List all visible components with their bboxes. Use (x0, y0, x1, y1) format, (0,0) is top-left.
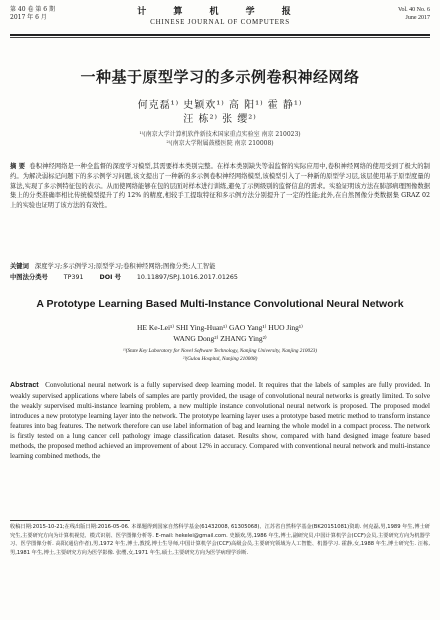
header-volume (398, 6, 430, 22)
author-line-en-1: HE Ke-Lei¹⁾ SHI Ying-Huan¹⁾ GAO Yang¹⁾ HUO Jing¹⁾ (136, 323, 304, 332)
journal-name-cn: 计 算 机 学 报 (137, 7, 303, 17)
header-rule-thin (10, 37, 430, 38)
author-list-cn (0, 99, 440, 127)
abstract-cn-label: 摘 要 (10, 163, 26, 170)
abstract-cn (10, 162, 430, 211)
doi-value: 10.11897/SP.J.1016.2017.01265 (136, 274, 238, 281)
affiliation-cn-2: ²⁾(南京大学附属鼓楼医院 南京 210008) (166, 140, 274, 147)
abstract-cn-text: 卷积神经网络是一种全监督的深度学习模型,其需要样本类别完整。在样本类别缺失等弱监督的实际应用中,卷积神经网络的使用受到了极大的制约。为解决弱标记问题下的多示例学习问题,该文提出了一种新的多示例卷积神经网络模型,该模型引入了一种新的原型学习层,该层使用基于原型度量的算法,实现了多示例特征包的表示。从而使网络能够在包的层面对样本进行训练,避免了示例级别的监督信息的需求。实验证明该方法在肺部病理图像数据集上的分类准确率相比传统模型提升了约 12% 的精度,相较手工提取特征和多示例方法分别提升了一定的性能;此外,在自然图像分类数据集 GRAZ 02 上的实验也证明了该方法的有效性。 (10, 163, 430, 210)
header-date-en: June 2017 (405, 15, 430, 21)
affiliations-en (0, 347, 440, 363)
author-line-en-2: WANG Dong²⁾ ZHANG Ying²⁾ (173, 334, 267, 343)
affiliation-en-2: ²⁾(Gulou Hospital, Nanjing 210008) (182, 356, 258, 362)
affiliation-cn-1: ¹⁾(南京大学计算机软件新技术国家重点实验室 南京 210023) (139, 131, 301, 138)
affiliations-cn (0, 130, 440, 148)
header-rule-thick (10, 34, 430, 36)
header-volume-en: Vol. 40 No. 6 (397, 7, 430, 13)
abstract-en (10, 380, 430, 461)
classification-line (10, 273, 430, 282)
keywords-cn (10, 262, 430, 271)
header-date-cn: 2017 年 6 月 (10, 14, 47, 21)
header-issue-cn: 第 40 卷 第 6 期 (10, 6, 55, 13)
footnote: 收稿日期:2015-10-21;在线出版日期:2016-05-06. 本课题得到国家自然科学基金(61432008, 61305068)、江苏省自然科学基金(BK20151081)资助. 何克磊,男,1989 年生,博士研究生,主要研究方向为计算机视觉、模式识别、医学图像分析等. E-mail: hekelei@gmail.com. 史颖欢,男,1986 年生,博士,副研究员,中国计算机学会(CCF)会员,主要研究方向为机器学习、医学图像分析. 高阳(通信作者),男,1972 年生,博士,教授,博士生导师,中国计算机学会(CCF)高级会员,主要研究领域为人工智能、机器学习. 霍静,女,1988 年生,博士研究生. 汪栋,男,1981 年生,博士,主要研究方向为医学影像. 张缨,女,1971 年生,硕士,主要研究方向为医学病理学诊断. (10, 524, 430, 556)
keywords-cn-label: 关键词 (10, 263, 29, 270)
journal-name-en: CHINESE JOURNAL OF COMPUTERS (150, 18, 290, 26)
running-header (10, 6, 430, 32)
footnote-rule (10, 520, 130, 521)
author-line-cn-1: 何克磊¹⁾ 史颖欢¹⁾ 高 阳¹⁾ 霍 静¹⁾ (137, 100, 303, 111)
paper-title-en: A Prototype Learning Based Multi-Instance Convolutional Neural Network (36, 298, 404, 310)
abstract-en-label: Abstract (10, 382, 39, 389)
author-list-en (30, 322, 410, 344)
keywords-cn-text: 深度学习;多示例学习;原型学习;卷积神经网络;图像分类;人工智能 (34, 263, 216, 270)
clc-label: 中图法分类号 (10, 274, 48, 281)
header-journal (10, 6, 430, 27)
abstract-en-text: Convolutional neural network is a fully supervised deep learning model. It requires that the labels of samples are fully provided. In weakly supervised applications where labels of samples are partly provided, the usage of convolutional neural networks is greatly limited. To solve the weakly supervised multi-instance learning problem, a new multiple instance convolutional neural network is proposed. The proposed model introduces a new prototype learning layer into the network. The prototype learning layer uses a prototype based metric method to transform instance features into bag features. The network therefore can use label information of bag and learning the whole model in a compact process. The network is firstly tested on a lung cancer cell pathology image classification dataset. Results show, compared with hand designed image feature based methods, the proposed method achieved an improvement of about 12% in accuracy. Compared with conventional neural network and multi-instance learning combined methods, the (10, 381, 431, 460)
affiliation-en-1: ¹⁾(State Key Laboratory for Novel Software Technology, Nanjing University, Nanjing 210023) (122, 348, 318, 354)
doi-label: DOI 号 (99, 274, 121, 281)
paper-title-cn: 一种基于原型学习的多示例卷积神经网络 (80, 68, 360, 86)
author-line-cn-2: 汪 栋²⁾ 张 缨²⁾ (183, 114, 257, 125)
clc-value: TP391 (63, 274, 84, 281)
